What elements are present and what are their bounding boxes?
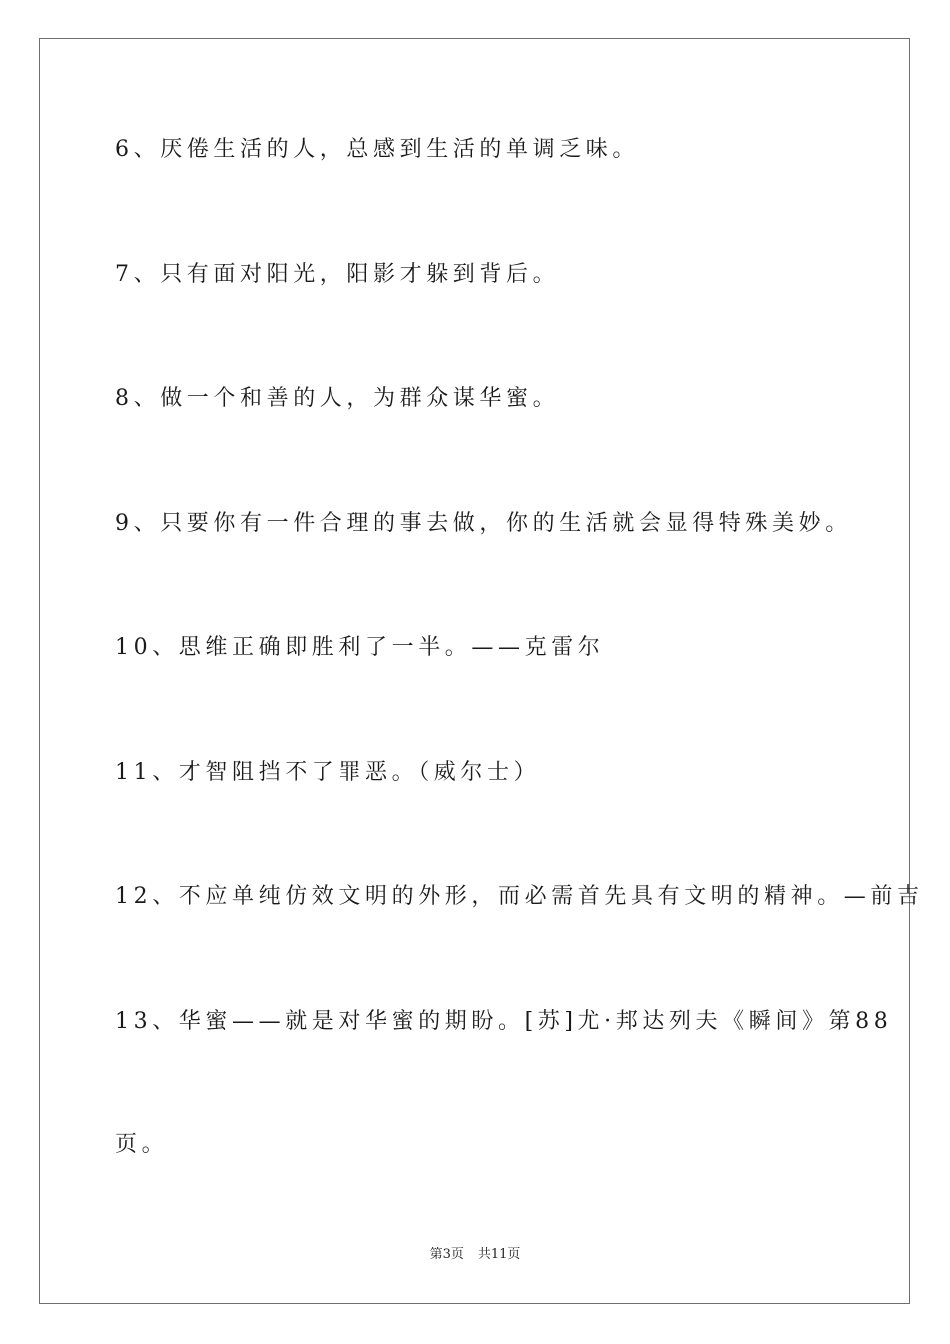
- page-footer: [0, 1243, 950, 1262]
- quote-line-8: 8、做一个和善的人，为群众谋华蜜。: [115, 386, 560, 411]
- page-number-total: 共11页: [477, 1247, 521, 1262]
- quote-line-13: 13、华蜜——就是对华蜜的期盼。[苏]尤·邦达列夫《瞬间》第88: [115, 1009, 893, 1034]
- quote-line-10: 10、思维正确即胜利了一半。——克雷尔: [115, 635, 605, 660]
- quote-line-7: 7、只有面对阳光，阳影才躲到背后。: [115, 262, 560, 287]
- page-border: [39, 38, 910, 1304]
- quote-line-12: 12、不应单纯仿效文明的外形，而必需首先具有文明的精神。—前吉: [115, 884, 924, 909]
- page-number-current: 第3页: [429, 1247, 464, 1262]
- quote-line-9: 9、只要你有一件合理的事去做，你的生活就会显得特殊美妙。: [115, 511, 852, 536]
- quote-line-11: 11、才智阻挡不了罪恶。（威尔士）: [115, 760, 541, 785]
- quote-line-6: 6、厌倦生活的人，总感到生活的单调乏味。: [115, 137, 639, 162]
- quote-line-13-continued: 页。: [115, 1132, 169, 1157]
